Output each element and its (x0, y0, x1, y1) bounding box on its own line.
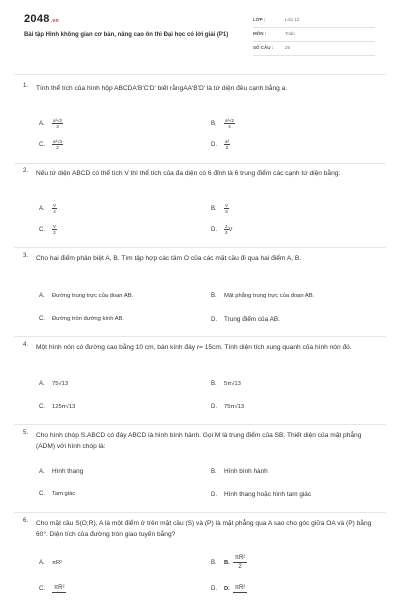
question-5 (23, 430, 383, 510)
option-b[interactable] (211, 554, 247, 571)
option-value: πR² (52, 560, 63, 566)
question-number: 5. (23, 430, 29, 436)
option-d[interactable] (211, 139, 230, 150)
option-a[interactable] (39, 560, 62, 566)
question-number: 6. (23, 518, 29, 524)
option-letter: D. (211, 142, 217, 149)
site-logo[interactable] (24, 13, 59, 25)
option-a[interactable] (39, 203, 57, 214)
option-letter: B. (211, 560, 217, 567)
fraction-numerator: V (53, 224, 57, 229)
question-6 (23, 518, 383, 600)
option-fraction (52, 139, 63, 150)
question-1 (23, 83, 383, 158)
option-letter: C. (39, 227, 45, 234)
fraction-denominator: 3 (225, 209, 228, 214)
fraction-denominator: 3 (225, 230, 228, 235)
option-fraction (52, 584, 66, 593)
option-fraction (224, 139, 230, 150)
option-value: 5π√13 (224, 381, 241, 387)
fraction-denominator: 4 (228, 124, 231, 129)
question-text: Tính thể tích của hình hộp ABCDA'B'C'D' biết rằngAA'B'D' là tứ diện đều cạnh bằng a. (36, 85, 288, 92)
fraction-denominator: 2 (225, 145, 229, 150)
meta-grade-value: Lớp 12 (285, 17, 300, 22)
option-letter: D. (211, 492, 217, 498)
question-number: 3. (23, 253, 29, 259)
option-fraction (52, 118, 63, 129)
option-letter: B. (211, 121, 217, 128)
question-4 (23, 342, 383, 422)
fraction-numerator: 2 (225, 224, 228, 229)
meta-grade (253, 14, 375, 28)
question-3 (23, 253, 383, 333)
option-fraction (52, 224, 57, 235)
document-title: Bài tập Hình không gian cơ bản, nâng cao ôn thi Đại học có lời giải (P1) (24, 32, 229, 38)
fraction-numerator: a³√3 (53, 139, 62, 144)
option-c[interactable] (39, 491, 75, 497)
option-prefix: D. (224, 586, 230, 593)
option-letter: C. (39, 586, 45, 593)
option-a[interactable] (39, 293, 133, 299)
meta-subject-value: Toán (285, 31, 295, 36)
option-letter: D. (211, 586, 217, 593)
option-letter: A. (39, 121, 45, 128)
option-value: Hình bình hành (224, 468, 268, 475)
option-fraction (233, 554, 247, 571)
option-b[interactable] (211, 203, 229, 214)
option-d[interactable] (211, 491, 311, 498)
fraction-numerator: a³ (225, 139, 230, 144)
divider (14, 247, 386, 248)
option-c[interactable] (39, 584, 66, 593)
option-a[interactable] (39, 118, 63, 129)
question-2 (23, 168, 383, 243)
question-text: Cho mặt cầu S(O;R), A là một điểm ở trên mặt cầu (S) và (P) là mặt phẳng qua A sao cho góc giữa OA và (P) bằng 60°. Diện tích của đường tròn giao tuyến bằng? (36, 520, 372, 538)
logo-text: 2048 (24, 13, 50, 25)
question-text: Cho hình chóp S.ABCD có đáy ABCD là hình bình hành. Gọi M là trung điểm của SB. Thiết diện của mặt phẳng (ADM) với hình chóp là: (36, 432, 362, 450)
option-letter: C. (39, 142, 45, 149)
meta-subject (253, 28, 375, 42)
option-b[interactable] (211, 381, 241, 387)
question-number: 4. (23, 342, 29, 348)
option-value: Tam giác (52, 491, 76, 497)
option-letter: A. (39, 381, 45, 387)
option-letter: D. (211, 317, 217, 323)
fraction-numerator: V (53, 203, 57, 208)
option-b[interactable] (211, 118, 235, 129)
divider (14, 512, 386, 513)
document-header (0, 0, 400, 60)
question-text: Cho hai điểm phân biệt A, B. Tìm tập hợp các tâm O của các mặt cầu đi qua hai điểm A, B. (36, 255, 302, 262)
option-value: Đường trung trực của đoạn AB. (52, 293, 134, 299)
option-b[interactable] (211, 293, 314, 299)
option-letter: D. (211, 404, 217, 410)
fraction-numerator: πR² (234, 555, 246, 561)
option-fraction (52, 203, 57, 214)
option-c[interactable] (39, 404, 75, 410)
fraction-denominator: 2 (56, 145, 59, 150)
meta-count (253, 42, 375, 56)
option-value: Mặt phẳng trung trực của đoạn AB. (224, 293, 315, 299)
option-value: Hình thang hoặc hình tam giác (224, 491, 312, 498)
option-d[interactable] (211, 584, 247, 593)
fraction-numerator: a³√2 (53, 118, 62, 123)
option-d[interactable] (211, 404, 244, 410)
fraction-denominator: 2 (53, 230, 56, 235)
divider (14, 74, 386, 75)
option-value: 75√13 (52, 381, 69, 387)
option-letter: C. (39, 491, 45, 497)
logo-suffix: .vn (50, 18, 59, 24)
fraction-denominator: 2 (238, 564, 242, 570)
option-letter: B. (211, 206, 217, 213)
fraction-numerator: a³√2 (225, 118, 234, 123)
option-letter: A. (39, 560, 45, 566)
option-letter: B. (211, 293, 217, 299)
option-letter: A. (39, 293, 45, 299)
option-letter: C. (39, 316, 45, 322)
option-letter: A. (39, 206, 45, 213)
option-d[interactable] (211, 224, 232, 235)
option-letter: D. (211, 227, 217, 234)
fraction-denominator: 3 (56, 124, 59, 129)
option-a[interactable] (39, 468, 83, 475)
option-d[interactable] (211, 316, 280, 323)
option-letter: B. (211, 469, 217, 475)
option-a[interactable] (39, 381, 68, 387)
divider (14, 424, 386, 425)
option-fraction (224, 203, 229, 214)
option-value: Trung điểm của AB. (224, 316, 280, 323)
divider (14, 336, 386, 337)
option-suffix: V (228, 227, 233, 234)
option-value: 75π√13 (224, 404, 245, 410)
question-number: 1. (23, 83, 29, 89)
question-number: 2. (23, 168, 29, 174)
option-value: Hình thang (52, 468, 84, 475)
question-text: Nếu tứ diện ABCD có thể tích V thì thể tích của đa diện có 6 đỉnh là 6 trung điểm các cạnh tứ diện bằng: (36, 170, 341, 177)
option-c[interactable] (39, 316, 124, 322)
meta-subject-label: MÔN : (253, 31, 267, 36)
fraction-numerator: πR² (234, 585, 246, 591)
meta-grade-label: LỚP : (253, 17, 266, 22)
option-value: 125π√13 (52, 404, 76, 410)
question-text: Một hình nón có đường cao bằng 10 cm, bán kính đáy r= 15cm. Tính diện tích xung quanh của hình nón đó. (36, 344, 352, 351)
divider (14, 163, 386, 164)
meta-count-value: 25 (285, 45, 291, 50)
fraction-numerator: V (225, 203, 229, 208)
option-fraction (233, 584, 247, 593)
option-c[interactable] (39, 224, 57, 235)
option-letter: A. (39, 469, 45, 475)
option-prefix: B. (224, 560, 230, 567)
fraction-denominator: 4 (53, 209, 56, 214)
meta-count-label: SỐ CÂU : (253, 45, 274, 50)
option-letter: B. (211, 381, 217, 387)
fraction-numerator: πR² (54, 585, 65, 591)
option-value: Đường tròn đường kính AB. (52, 316, 125, 322)
option-letter: C. (39, 404, 45, 410)
option-c[interactable] (39, 139, 63, 150)
option-fraction (224, 118, 235, 129)
option-b[interactable] (211, 468, 268, 475)
